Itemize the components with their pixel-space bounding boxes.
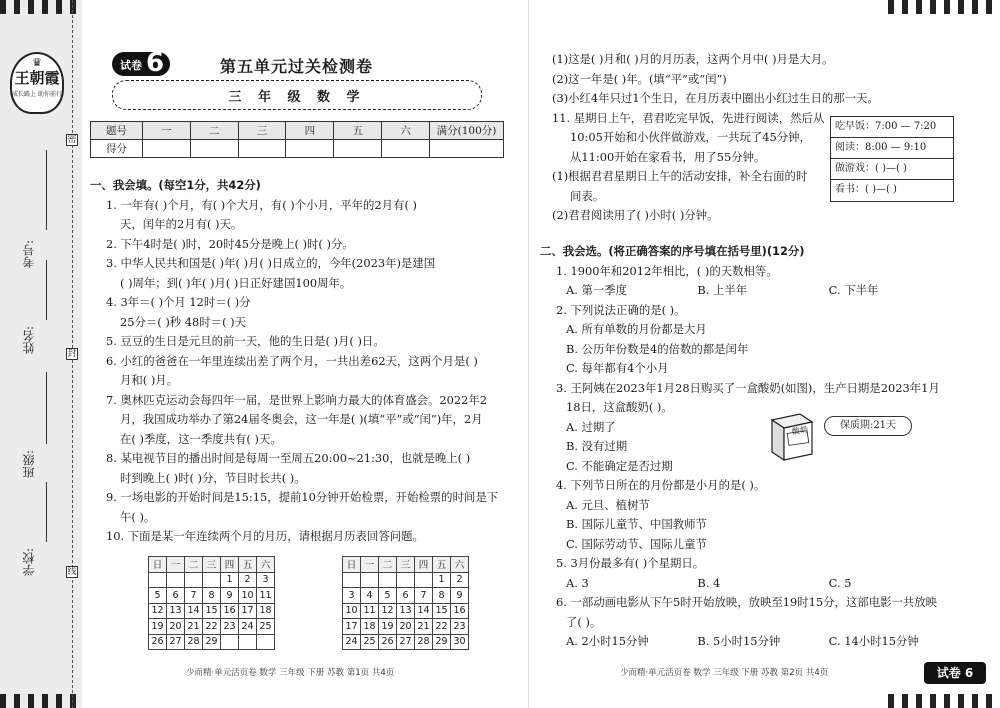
calendar-day-cell[interactable]: 29 bbox=[433, 634, 451, 650]
calendar-day-cell[interactable]: 6 bbox=[397, 588, 415, 604]
student-name-label: 姓名: bbox=[22, 326, 36, 355]
question-line: 了( )。 bbox=[566, 614, 602, 629]
calendar-day-cell[interactable]: 18 bbox=[361, 619, 379, 635]
score-header-cell: 一 bbox=[143, 122, 191, 140]
calendar-day-cell[interactable] bbox=[167, 572, 185, 588]
calendar-day-cell[interactable]: 25 bbox=[257, 619, 275, 635]
crown-icon: ♛ bbox=[32, 56, 42, 69]
calendar-day-cell[interactable] bbox=[379, 572, 397, 588]
calendar-day-cell[interactable]: 18 bbox=[257, 603, 275, 619]
section-1-heading: 一、我会填。(每空1分，共42分) bbox=[90, 178, 261, 192]
footer-right: 少而精·单元活页卷 数学 三年级 下册 苏教 第2页 共4页 bbox=[620, 668, 829, 678]
top-hatch-left bbox=[0, 0, 82, 14]
school-field[interactable] bbox=[46, 482, 47, 542]
logo-slogan: 成长路上 助你前行 bbox=[12, 91, 62, 98]
calendar-day-cell[interactable]: 20 bbox=[167, 619, 185, 635]
question-line: 4. 3年＝( )个月 12时＝( )分 bbox=[106, 295, 251, 309]
option[interactable]: A. 2小时15分钟 bbox=[566, 634, 649, 648]
weekday-label: 二 bbox=[185, 557, 203, 573]
calendar-day-cell[interactable] bbox=[361, 572, 379, 588]
calendar-day-cell[interactable]: 4 bbox=[361, 588, 379, 604]
calendar-day-cell[interactable]: 13 bbox=[397, 603, 415, 619]
calendar-day-cell[interactable]: 6 bbox=[167, 588, 185, 604]
page-subtitle: 三 年 级 数 学 bbox=[228, 90, 366, 105]
weekday-label: 三 bbox=[397, 557, 415, 573]
option[interactable]: C. 14小时15分钟 bbox=[828, 634, 919, 648]
options-q1 bbox=[540, 281, 960, 301]
calendar-day-cell[interactable]: 20 bbox=[397, 619, 415, 635]
calendar-day-cell[interactable] bbox=[415, 572, 433, 588]
question-line: 10:05开始和小伙伴做游戏，一共玩了45分钟， bbox=[570, 130, 811, 144]
calendar-day-cell[interactable]: 29 bbox=[203, 634, 221, 650]
score-cell[interactable] bbox=[286, 140, 334, 158]
score-cell[interactable] bbox=[143, 140, 191, 158]
score-header-cell: 五 bbox=[334, 122, 382, 140]
calendar-day-cell[interactable]: 19 bbox=[149, 619, 167, 635]
option[interactable]: A. 元旦、植树节 bbox=[566, 497, 650, 512]
exam-number-field[interactable] bbox=[46, 150, 47, 230]
publisher-logo bbox=[10, 52, 64, 114]
score-cell[interactable] bbox=[430, 140, 504, 158]
score-header-cell: 二 bbox=[190, 122, 238, 140]
yogurt-label: 酸奶 bbox=[791, 424, 809, 437]
calendar-day-cell[interactable]: 19 bbox=[379, 619, 397, 635]
calendar-day-cell[interactable]: 11 bbox=[361, 603, 379, 619]
calendar-day-cell[interactable]: 14 bbox=[415, 603, 433, 619]
weekday-label: 日 bbox=[343, 557, 361, 573]
exam-badge bbox=[112, 48, 170, 78]
calendar-day-cell[interactable]: 14 bbox=[185, 603, 203, 619]
calendar-day-cell[interactable]: 24 bbox=[343, 634, 361, 650]
calendar-day-cell[interactable] bbox=[185, 572, 203, 588]
calendar-day-cell[interactable]: 21 bbox=[185, 619, 203, 635]
calendar-day-cell[interactable]: 16 bbox=[451, 603, 469, 619]
score-header-cell: 满分(100分) bbox=[430, 122, 504, 140]
seal-mark-bottom: 线 bbox=[67, 567, 77, 577]
calendar-day-cell[interactable]: 12 bbox=[149, 603, 167, 619]
question-line: 18日，这盒酸奶( )。 bbox=[566, 400, 673, 414]
question-line: 11. 星期日上午，君君吃完早饭，先进行阅读，然后从 bbox=[552, 110, 825, 125]
question-line: 8. 某电视节目的播出时间是每周一至周五20:00~21:30，也就是晚上( ) bbox=[106, 451, 471, 465]
question-line: 2. 下列说法正确的是( )。 bbox=[556, 302, 686, 317]
calendar-day-cell[interactable] bbox=[203, 572, 221, 588]
top-hatch-right bbox=[888, 0, 1000, 14]
calendar-day-cell[interactable] bbox=[149, 572, 167, 588]
option[interactable]: C. 国际劳动节、国际儿童节 bbox=[566, 536, 707, 551]
right-bottom-column bbox=[540, 242, 960, 652]
question-line: 2. 下午4时是( )时，20时45分是晚上( )时( )分。 bbox=[106, 236, 354, 251]
seal-mark-mid: 封 bbox=[67, 349, 77, 359]
calendar-day-cell[interactable]: 26 bbox=[149, 634, 167, 650]
calendar-day-cell[interactable]: 24 bbox=[239, 619, 257, 635]
calendar-day-cell[interactable]: 15 bbox=[433, 603, 451, 619]
question-line: 5. 豆豆的生日是元旦的前一天，他的生日是( )月( )日。 bbox=[106, 334, 385, 348]
options-q6 bbox=[540, 632, 960, 652]
option[interactable]: B. 5小时15分钟 bbox=[697, 634, 781, 648]
calendar-week-row bbox=[149, 588, 275, 604]
page-title: 第五单元过关检测卷 bbox=[220, 57, 374, 76]
option[interactable]: A. 所有单数的月份都是大月 bbox=[566, 322, 707, 336]
question-line: 从11:00开始在家看书，用了55分钟。 bbox=[570, 149, 766, 164]
calendar-day-cell[interactable]: 11 bbox=[257, 588, 275, 604]
calendar-header-row bbox=[149, 557, 275, 573]
calendar-day-cell[interactable] bbox=[257, 634, 275, 650]
question-line: 6. 一部动画电影从下午5时开始放映，放映至19时15分，这部电影一共放映 bbox=[556, 595, 938, 609]
question-line: 间表。 bbox=[570, 188, 605, 203]
weekday-label: 五 bbox=[433, 557, 451, 573]
calendar-day-cell[interactable]: 10 bbox=[239, 588, 257, 604]
calendar-day-cell[interactable]: 2 bbox=[451, 572, 469, 588]
option[interactable]: A. 过期了 bbox=[566, 419, 616, 434]
weekday-label: 四 bbox=[415, 557, 433, 573]
page-fold bbox=[528, 0, 529, 708]
calendar-day-cell[interactable]: 13 bbox=[167, 603, 185, 619]
weekday-label: 一 bbox=[167, 557, 185, 573]
schedule-row: 阅读：8:00 — 9:10 bbox=[831, 138, 953, 159]
question-line: 7. 奥林匹克运动会每四年一届，是世界上影响力最大的体育盛会。2022年2 bbox=[106, 392, 488, 407]
calendar-day-cell[interactable]: 3 bbox=[257, 572, 275, 588]
question-line: 5. 3月份最多有( )个星期日。 bbox=[556, 556, 705, 570]
question-line: (3)小红4年只过1个生日，在月历表中圈出小红过生日的那一天。 bbox=[552, 91, 879, 105]
schedule-row: 吃早饭：7:00 — 7:20 bbox=[831, 117, 953, 138]
weekday-label: 六 bbox=[451, 557, 469, 573]
exam-header bbox=[112, 48, 482, 105]
option[interactable]: B. 上半年 bbox=[697, 283, 748, 297]
question-line: 9. 一场电影的开始时间是15:15，提前10分钟开始检票，开始检票的时间是下 bbox=[106, 490, 499, 504]
calendar-month-1 bbox=[148, 556, 275, 650]
question-line: (1)根据君君星期日上午的活动安排，补全右面的时 bbox=[552, 169, 808, 183]
question-line: 天，闰年的2月有( )天。 bbox=[120, 217, 243, 231]
option[interactable]: B. 公历年份数是4的倍数的都是闰年 bbox=[566, 341, 749, 356]
calendar-day-cell[interactable]: 8 bbox=[203, 588, 221, 604]
calendar-week-row bbox=[343, 603, 469, 619]
calendar-day-cell[interactable]: 23 bbox=[221, 619, 239, 635]
question-line: 月和( )月。 bbox=[120, 373, 179, 387]
calendar-week-row bbox=[149, 572, 275, 588]
calendar-week-row bbox=[343, 634, 469, 650]
logo-name: 王朝霞 bbox=[14, 69, 60, 87]
calendar-day-cell[interactable]: 8 bbox=[433, 588, 451, 604]
calendar-day-cell[interactable] bbox=[239, 634, 257, 650]
option[interactable]: C. 5 bbox=[828, 575, 852, 590]
right-top-column bbox=[552, 50, 879, 226]
option[interactable]: C. 不能确定是否过期 bbox=[566, 458, 673, 473]
calendar-header-row bbox=[343, 557, 469, 573]
option[interactable]: B. 4 bbox=[697, 575, 721, 590]
section-2-heading: 二、我会选。(将正确答案的序号填在括号里)(12分) bbox=[540, 244, 805, 258]
calendar-day-cell[interactable]: 28 bbox=[415, 634, 433, 650]
calendar-day-cell[interactable]: 30 bbox=[451, 634, 469, 650]
badge-number: 6 bbox=[146, 48, 165, 78]
weekday-label: 六 bbox=[257, 557, 275, 573]
calendar-day-cell[interactable]: 1 bbox=[221, 572, 239, 588]
weekday-label: 日 bbox=[149, 557, 167, 573]
question-line: 午( )。 bbox=[120, 509, 156, 524]
options-q5 bbox=[540, 574, 960, 594]
schedule-row[interactable]: 看书：( )—( ) bbox=[835, 184, 897, 195]
calendar-day-cell[interactable]: 17 bbox=[343, 619, 361, 635]
bottom-hatch-right bbox=[888, 694, 1000, 708]
calendar-day-cell[interactable]: 5 bbox=[149, 588, 167, 604]
calendar-day-cell[interactable]: 15 bbox=[203, 603, 221, 619]
score-header-row bbox=[91, 122, 504, 140]
question-line: 时到晚上( )时( )分，节目时长共( )。 bbox=[120, 470, 306, 485]
class-label: 班级: bbox=[22, 450, 36, 479]
calendar-month-2 bbox=[342, 556, 469, 650]
score-cell[interactable] bbox=[382, 140, 430, 158]
question-line: ( )周年；到( )年( )月( )日正好建国100周年。 bbox=[120, 275, 352, 290]
option[interactable]: A. 3 bbox=[566, 575, 589, 590]
calendar-day-cell[interactable]: 28 bbox=[185, 634, 203, 650]
calendar-day-cell[interactable] bbox=[397, 572, 415, 588]
calendar-week-row bbox=[343, 619, 469, 635]
question-line: 3. 王阿姨在2023年1月28日购买了一盒酸奶(如图)，生产日期是2023年1月 bbox=[556, 380, 940, 395]
weekday-label: 五 bbox=[239, 557, 257, 573]
calendar-day-cell[interactable]: 26 bbox=[379, 634, 397, 650]
question-line: 在( )季度，这一季度共有( )天。 bbox=[120, 431, 282, 446]
score-header-cell: 题号 bbox=[91, 122, 143, 140]
question-line: 25分＝( )秒 48时＝( )天 bbox=[120, 314, 246, 329]
badge-label: 试卷 bbox=[120, 59, 142, 72]
option[interactable]: B. 国际儿童节、中国教师节 bbox=[566, 517, 707, 531]
question-line: 10. 下面是某一年连续两个月的月历，请根据月历表回答问题。 bbox=[106, 529, 424, 543]
question-line: 6. 小红的爸爸在一年里连续出差了两个月，一共出差62天，这两个月是( ) bbox=[106, 353, 478, 368]
calendar-day-cell[interactable]: 21 bbox=[415, 619, 433, 635]
calendar-day-cell[interactable]: 27 bbox=[167, 634, 185, 650]
question-line: (1)这是( )月和( )月的月历表，这两个月中( )月是大月。 bbox=[552, 52, 834, 66]
score-header-cell: 三 bbox=[238, 122, 286, 140]
calendar-day-cell[interactable]: 10 bbox=[343, 603, 361, 619]
question-line: 1. 1900年和2012年相比，( )的天数相等。 bbox=[556, 263, 778, 278]
shelf-life-callout: 保质期:21天 bbox=[824, 416, 912, 436]
weekday-label: 一 bbox=[361, 557, 379, 573]
calendar-day-cell[interactable]: 2 bbox=[239, 572, 257, 588]
score-cell[interactable] bbox=[238, 140, 286, 158]
calendar-day-cell[interactable]: 9 bbox=[221, 588, 239, 604]
question-line: 月，我国成功举办了第24届冬奥会，这一年是( )(填“平”或“闰”)年，2月 bbox=[120, 412, 483, 426]
school-label: 学校: bbox=[22, 548, 36, 577]
question-line: (2)君君阅读用了( )小时( )分钟。 bbox=[552, 208, 719, 222]
question-line: 1. 一年有( )个月，有( )个大月，有( )个小月，平年的2月有( ) bbox=[106, 197, 417, 212]
left-column bbox=[90, 176, 515, 547]
calendar-day-cell[interactable]: 7 bbox=[415, 588, 433, 604]
calendar-week-row bbox=[149, 619, 275, 635]
calendar-day-cell[interactable]: 22 bbox=[433, 619, 451, 635]
score-header-cell: 四 bbox=[286, 122, 334, 140]
score-cell[interactable] bbox=[334, 140, 382, 158]
option[interactable]: B. 没有过期 bbox=[566, 439, 628, 453]
footer-left: 少而精·单元活页卷 数学 三年级 下册 苏教 第1页 共4页 bbox=[186, 668, 395, 678]
option[interactable]: A. 第一季度 bbox=[566, 283, 628, 297]
calendar-day-cell[interactable]: 17 bbox=[239, 603, 257, 619]
score-table bbox=[90, 121, 504, 158]
calendar-week-row bbox=[149, 634, 275, 650]
option[interactable]: C. 下半年 bbox=[828, 283, 879, 297]
score-row bbox=[91, 140, 504, 158]
option[interactable]: C. 每年都有4个小月 bbox=[566, 361, 669, 375]
seal-mark-top: 密 bbox=[67, 135, 77, 145]
calendar-week-row bbox=[343, 588, 469, 604]
weekday-label: 四 bbox=[221, 557, 239, 573]
calendar-day-cell[interactable]: 27 bbox=[397, 634, 415, 650]
exam-number-label: 考号: bbox=[22, 240, 36, 269]
score-header-cell: 六 bbox=[382, 122, 430, 140]
bottom-hatch-left bbox=[0, 694, 82, 708]
score-cell[interactable] bbox=[190, 140, 238, 158]
student-name-field[interactable] bbox=[46, 260, 47, 320]
calendar-week-row bbox=[343, 572, 469, 588]
schedule-table bbox=[830, 116, 954, 202]
calendar-day-cell[interactable]: 25 bbox=[361, 634, 379, 650]
weekday-label: 二 bbox=[379, 557, 397, 573]
exam-tag: 试卷 6 bbox=[924, 662, 986, 684]
calendar-day-cell[interactable]: 7 bbox=[185, 588, 203, 604]
calendar-day-cell[interactable]: 23 bbox=[451, 619, 469, 635]
calendar-day-cell[interactable] bbox=[221, 634, 239, 650]
calendar-day-cell[interactable]: 1 bbox=[433, 572, 451, 588]
question-line: (2)这一年是( )年。(填“平”或“闰”) bbox=[552, 71, 727, 86]
score-row-label: 得分 bbox=[91, 140, 143, 158]
calendar-day-cell[interactable]: 16 bbox=[221, 603, 239, 619]
calendar-day-cell[interactable]: 12 bbox=[379, 603, 397, 619]
calendar-day-cell[interactable]: 3 bbox=[343, 588, 361, 604]
question-line: 3. 中华人民共和国是( )年( )月( )日成立的，今年(2023年)是建国 bbox=[106, 256, 436, 270]
calendar-day-cell[interactable] bbox=[343, 572, 361, 588]
calendar-day-cell[interactable]: 5 bbox=[379, 588, 397, 604]
calendar-week-row bbox=[149, 603, 275, 619]
calendar-day-cell[interactable]: 9 bbox=[451, 588, 469, 604]
question-line: 4. 下列节日所在的月份都是小月的是( )。 bbox=[556, 478, 766, 492]
weekday-label: 三 bbox=[203, 557, 221, 573]
schedule-row[interactable]: 做游戏：( )—( ) bbox=[831, 159, 953, 180]
calendar-day-cell[interactable]: 22 bbox=[203, 619, 221, 635]
class-field[interactable] bbox=[46, 372, 47, 444]
